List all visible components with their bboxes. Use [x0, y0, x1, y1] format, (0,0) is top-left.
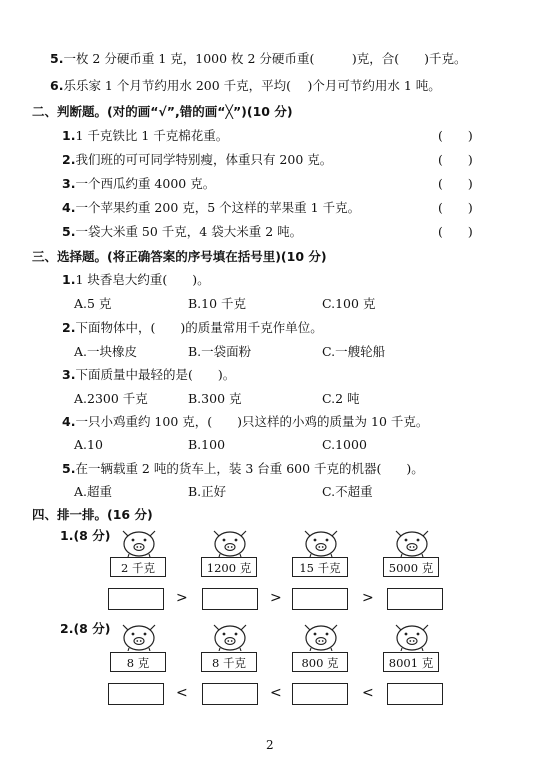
judge-item-1: 1.1 千克铁比 1 千克棉花重。: [62, 128, 229, 143]
choice-4-option-b[interactable]: B.100: [188, 437, 226, 452]
pig-icon: [299, 621, 343, 651]
choice-4-option-c[interactable]: C.1000: [322, 437, 367, 452]
less-than-sign: <: [176, 685, 188, 701]
pig-icon: [208, 527, 252, 557]
weight-sign: 5000 克: [383, 557, 439, 577]
page-number: 2: [266, 738, 274, 752]
pig-icon: [208, 621, 252, 651]
choice-5-option-c[interactable]: C.不超重: [322, 484, 373, 499]
order-answer-box[interactable]: [292, 588, 348, 610]
judge-item-2: 2.我们班的可可同学特别瘦，体重只有 200 克。: [62, 152, 333, 167]
fill-item-5: 5.一枚 2 分硬币重 1 克，1000 枚 2 分硬币重( )克，合( )千克。: [50, 51, 467, 66]
order-answer-box[interactable]: [292, 683, 348, 705]
weight-sign: 8 千克: [201, 652, 257, 672]
choice-3-option-b[interactable]: B.300 克: [188, 391, 242, 406]
greater-than-sign: >: [270, 590, 282, 606]
less-than-sign: <: [270, 685, 282, 701]
judge-item-3: 3.一个西瓜约重 4000 克。: [62, 176, 216, 191]
weight-sign: 2 千克: [110, 557, 166, 577]
pig-icon: [117, 621, 161, 651]
section-4-title: 四、排一排。(16 分): [32, 507, 153, 522]
choice-1-option-a[interactable]: A.5 克: [74, 296, 112, 311]
greater-than-sign: >: [362, 590, 374, 606]
judge-item-5: 5.一袋大米重 50 千克，4 袋大米重 2 吨。: [62, 224, 303, 239]
choice-1-option-c[interactable]: C.100 克: [322, 296, 376, 311]
greater-than-sign: >: [176, 590, 188, 606]
order-answer-box[interactable]: [202, 588, 258, 610]
weight-sign: 8001 克: [383, 652, 439, 672]
judge-answer-paren-5[interactable]: ( ): [438, 224, 473, 239]
order-answer-box[interactable]: [387, 683, 443, 705]
group-1-label: 1.(8 分): [60, 528, 111, 543]
choice-item-2: 2.下面物体中，( )的质量常用千克作单位。: [62, 320, 323, 335]
choice-1-option-b[interactable]: B.10 千克: [188, 296, 247, 311]
group-2-label: 2.(8 分): [60, 621, 111, 636]
section-3-title: 三、选择题。(将正确答案的序号填在括号里)(10 分): [32, 249, 327, 264]
judge-answer-paren-4[interactable]: ( ): [438, 200, 473, 215]
weight-sign: 8 克: [110, 652, 166, 672]
choice-2-option-a[interactable]: A.一块橡皮: [74, 344, 138, 359]
choice-3-option-c[interactable]: C.2 吨: [322, 391, 360, 406]
weight-sign: 15 千克: [292, 557, 348, 577]
section-2-title: 二、判断题。(对的画“√”,错的画“╳”)(10 分): [32, 104, 293, 119]
choice-2-option-b[interactable]: B.一袋面粉: [188, 344, 252, 359]
pig-icon: [390, 527, 434, 557]
weight-sign: 1200 克: [201, 557, 257, 577]
choice-item-5: 5.在一辆载重 2 吨的货车上，装 3 台重 600 千克的机器( )。: [62, 461, 424, 476]
choice-item-1: 1.1 块香皂大约重( )。: [62, 272, 210, 287]
judge-answer-paren-1[interactable]: ( ): [438, 128, 473, 143]
choice-item-3: 3.下面质量中最轻的是( )。: [62, 367, 236, 382]
choice-3-option-a[interactable]: A.2300 千克: [74, 391, 148, 406]
choice-5-option-a[interactable]: A.超重: [74, 484, 113, 499]
order-answer-box[interactable]: [108, 588, 164, 610]
choice-4-option-a[interactable]: A.10: [74, 437, 103, 452]
pig-icon: [299, 527, 343, 557]
order-answer-box[interactable]: [202, 683, 258, 705]
judge-answer-paren-3[interactable]: ( ): [438, 176, 473, 191]
judge-answer-paren-2[interactable]: ( ): [438, 152, 473, 167]
choice-5-option-b[interactable]: B.正好: [188, 484, 227, 499]
choice-2-option-c[interactable]: C.一艘轮船: [322, 344, 386, 359]
order-answer-box[interactable]: [108, 683, 164, 705]
fill-item-6: 6.乐乐家 1 个月节约用水 200 千克，平均( )个月可节约用水 1 吨。: [50, 78, 441, 93]
weight-sign: 800 克: [292, 652, 348, 672]
pig-icon: [390, 621, 434, 651]
choice-item-4: 4.一只小鸡重约 100 克，( )只这样的小鸡的质量为 10 千克。: [62, 414, 429, 429]
judge-item-4: 4.一个苹果约重 200 克，5 个这样的苹果重 1 千克。: [62, 200, 361, 215]
pig-icon: [117, 527, 161, 557]
less-than-sign: <: [362, 685, 374, 701]
order-answer-box[interactable]: [387, 588, 443, 610]
